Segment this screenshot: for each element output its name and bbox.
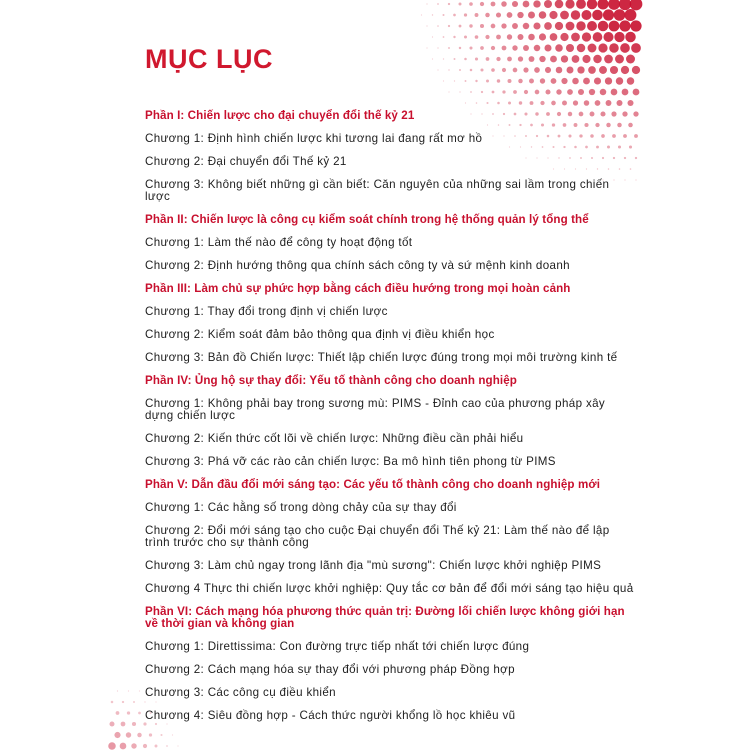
decorative-dot xyxy=(117,690,118,691)
decorative-dot xyxy=(588,66,596,74)
toc-chapter-item: Chương 1: Định hình chiến lược khi tương lai đang rất mơ hồ xyxy=(145,131,483,145)
toc-chapter-item: Chương 2: Kiểm soát đảm bảo thông qua định vị điều khiển học xyxy=(145,327,495,341)
decorative-dot xyxy=(598,43,607,52)
decorative-dot xyxy=(426,25,427,26)
toc-chapter-item: Chương 2: Đổi mới sáng tạo cho cuộc Đại chuyển đổi Thế kỷ 21: Làm thế nào để lập trình trước cho sự thành công xyxy=(145,523,610,549)
decorative-dot xyxy=(437,3,439,5)
decorative-dot xyxy=(437,69,438,70)
decorative-dot xyxy=(567,67,574,74)
decorative-dot xyxy=(501,23,506,28)
toc-part-heading: Phần II: Chiến lược là công cụ kiểm soát chính trong hệ thống quản lý tổng thể xyxy=(145,212,589,226)
toc-chapter-item: Chương 4 Thực thi chiến lược khởi nghiệp: Quy tắc cơ bản để đổi mới sáng tạo hiệu quả xyxy=(145,581,634,595)
decorative-dot xyxy=(448,91,449,92)
decorative-dot xyxy=(555,22,563,30)
decorative-dot xyxy=(464,36,467,39)
decorative-dot xyxy=(454,80,455,81)
decorative-dot xyxy=(616,77,623,84)
decorative-dot xyxy=(480,2,484,6)
decorative-dot xyxy=(459,3,462,6)
decorative-dot xyxy=(518,79,522,83)
decorative-dot xyxy=(469,2,473,6)
decorative-dot xyxy=(491,24,496,29)
decorative-dot xyxy=(459,69,461,71)
decorative-dot xyxy=(593,55,601,63)
decorative-dot xyxy=(524,90,528,94)
decorative-dot xyxy=(172,734,173,735)
decorative-dot xyxy=(421,14,422,15)
decorative-dot xyxy=(475,35,479,39)
decorative-dot xyxy=(133,701,135,703)
decorative-dot xyxy=(556,67,563,74)
decorative-dot xyxy=(502,46,507,51)
toc-chapter-item: Chương 4: Siêu đồng hợp - Cách thức người khổng lồ học khiêu vũ xyxy=(145,708,516,722)
decorative-dot xyxy=(448,3,450,5)
decorative-dot xyxy=(138,712,141,715)
decorative-dot xyxy=(577,44,586,53)
decorative-dot xyxy=(545,67,551,73)
table-of-contents xyxy=(145,104,635,727)
decorative-dot xyxy=(131,743,136,748)
decorative-dot xyxy=(448,47,450,49)
decorative-dot xyxy=(507,12,513,18)
decorative-dot xyxy=(625,32,635,42)
decorative-dot xyxy=(549,11,557,19)
decorative-dot xyxy=(572,78,579,85)
decorative-dot xyxy=(470,91,472,93)
decorative-dot xyxy=(137,733,141,737)
decorative-dot xyxy=(594,77,601,84)
toc-chapter-item: Chương 1: Không phải bay trong sương mù: PIMS - Đỉnh cao của phương pháp xây dựng chiến lược xyxy=(145,396,606,422)
toc-chapter-item: Chương 2: Đại chuyển đổi Thế kỷ 21 xyxy=(145,154,347,168)
decorative-dot xyxy=(111,701,114,704)
toc-chapter-item: Chương 3: Bản đồ Chiến lược: Thiết lập chiến lược đúng trong mọi môi trường kinh tế xyxy=(145,350,618,364)
decorative-dot xyxy=(571,10,580,19)
toc-chapter-item: Chương 1: Làm thế nào để công ty hoạt động tốt xyxy=(145,235,413,249)
decorative-dot xyxy=(475,13,479,17)
decorative-dot xyxy=(513,68,518,73)
decorative-dot xyxy=(551,78,557,84)
decorative-dot xyxy=(582,32,591,41)
decorative-dot xyxy=(122,701,124,703)
decorative-dot xyxy=(619,0,631,10)
decorative-dot xyxy=(518,34,524,40)
decorative-dot xyxy=(155,745,158,748)
decorative-dot xyxy=(604,55,613,64)
decorative-dot xyxy=(512,1,518,7)
decorative-dot xyxy=(535,90,540,95)
toc-part-heading: Phần III: Làm chủ sự phức hợp bằng cách điều hướng trong mọi hoàn cảnh xyxy=(145,281,571,295)
decorative-dot xyxy=(485,13,490,18)
decorative-dot xyxy=(481,91,483,93)
decorative-dot xyxy=(469,46,472,49)
decorative-dot xyxy=(544,22,552,30)
decorative-dot xyxy=(587,0,597,9)
decorative-dot xyxy=(143,744,147,748)
decorative-dot xyxy=(480,46,484,50)
decorative-dot xyxy=(432,36,433,37)
decorative-dot xyxy=(486,80,489,83)
decorative-dot xyxy=(560,33,568,41)
decorative-dot xyxy=(603,9,614,20)
decorative-dot xyxy=(523,1,530,8)
decorative-dot xyxy=(566,22,575,31)
toc-part-heading: Phần VI: Cách mạng hóa phương thức quản trị: Đường lối chiến lược không giới hạn về thời gian và không gian xyxy=(145,604,625,630)
decorative-dot xyxy=(443,80,444,81)
decorative-dot xyxy=(426,3,427,4)
toc-part-heading: Phần V: Dẫn đầu đổi mới sáng tạo: Các yếu tố thành công cho doanh nghiệp mới xyxy=(145,477,601,491)
decorative-dot xyxy=(470,69,473,72)
toc-chapter-item: Chương 2: Kiến thức cốt lõi về chiến lược: Những điều cần phải hiểu xyxy=(145,431,524,445)
decorative-dot xyxy=(116,711,120,715)
decorative-dot xyxy=(630,20,641,31)
toc-chapter-item: Chương 3: Phá vỡ các rào cản chiến lược: Ba mô hình tiên phong từ PIMS xyxy=(145,454,556,468)
decorative-dot xyxy=(534,45,541,52)
decorative-dot xyxy=(611,89,618,96)
decorative-dot xyxy=(126,732,131,737)
toc-chapter-item: Chương 2: Cách mạng hóa sự thay đổi với phương pháp Đồng hợp xyxy=(145,662,515,676)
decorative-dot xyxy=(507,34,512,39)
decorative-dot xyxy=(633,89,640,96)
decorative-dot xyxy=(496,35,501,40)
decorative-dot xyxy=(609,43,619,53)
decorative-dot xyxy=(620,43,630,53)
decorative-dot xyxy=(528,34,535,41)
decorative-dot xyxy=(609,21,620,32)
decorative-dot xyxy=(556,89,561,94)
decorative-dot xyxy=(517,12,523,18)
decorative-dot xyxy=(464,13,467,16)
toc-chapter-item: Chương 2: Định hướng thông qua chính sách công ty và sứ mệnh kinh doanh xyxy=(145,258,570,272)
decorative-dot xyxy=(566,44,574,52)
decorative-dot xyxy=(523,67,528,72)
decorative-dot xyxy=(127,711,130,714)
decorative-dot xyxy=(518,56,523,61)
decorative-dot xyxy=(582,55,590,63)
decorative-dot xyxy=(464,58,467,61)
decorative-dot xyxy=(593,32,603,42)
decorative-dot xyxy=(545,89,550,94)
decorative-dot xyxy=(539,33,546,40)
decorative-dot xyxy=(453,14,456,17)
decorative-dot xyxy=(539,11,547,19)
decorative-dot xyxy=(587,21,597,31)
decorative-dot xyxy=(512,45,517,50)
toc-chapter-item: Chương 1: Thay đổi trong định vị chiến lược xyxy=(145,304,388,318)
decorative-dot xyxy=(426,47,427,48)
decorative-dot xyxy=(529,56,535,62)
decorative-dot xyxy=(432,14,433,15)
decorative-dot xyxy=(453,36,455,38)
toc-part-heading: Phần IV: Ủng hộ sự thay đổi: Yếu tố thành công cho doanh nghiệp xyxy=(145,373,517,387)
decorative-dot xyxy=(627,77,635,85)
decorative-dot xyxy=(555,44,563,52)
decorative-dot xyxy=(578,89,584,95)
decorative-dot xyxy=(561,78,567,84)
decorative-dot xyxy=(565,0,574,9)
decorative-dot xyxy=(166,745,168,747)
decorative-dot xyxy=(497,79,500,82)
decorative-dot xyxy=(523,45,529,51)
decorative-dot xyxy=(114,732,120,738)
decorative-dot xyxy=(626,54,635,63)
decorative-dot xyxy=(631,43,641,53)
decorative-dot xyxy=(572,55,580,63)
decorative-dot xyxy=(625,9,637,21)
toc-chapter-item: Chương 1: Direttissima: Con đường trực tiếp nhất tới chiến lược đúng xyxy=(145,639,530,653)
decorative-dot xyxy=(437,25,439,27)
decorative-dot xyxy=(583,78,590,85)
decorative-dot xyxy=(475,57,478,60)
decorative-dot xyxy=(632,66,640,74)
decorative-dot xyxy=(533,0,540,7)
decorative-dot xyxy=(599,66,607,74)
toc-chapter-item: Chương 3: Không biết những gì cần biết: Căn nguyên của những sai lầm trong chiến lược xyxy=(145,177,610,203)
decorative-dot xyxy=(480,68,483,71)
decorative-dot xyxy=(555,0,564,8)
decorative-dot xyxy=(459,25,462,28)
decorative-dot xyxy=(533,22,540,29)
decorative-dot xyxy=(544,0,552,8)
decorative-dot xyxy=(615,55,624,64)
decorative-dot xyxy=(160,734,162,736)
decorative-dot xyxy=(550,56,557,63)
decorative-dot xyxy=(605,77,612,84)
decorative-dot xyxy=(491,68,495,72)
decorative-dot xyxy=(592,10,603,21)
decorative-dot xyxy=(459,47,461,49)
decorative-dot xyxy=(501,1,506,6)
decorative-dot xyxy=(523,23,530,30)
decorative-dot xyxy=(540,78,545,83)
decorative-dot xyxy=(539,56,545,62)
decorative-dot xyxy=(492,91,495,94)
decorative-dot xyxy=(491,46,495,50)
decorative-dot xyxy=(508,79,512,83)
decorative-dot xyxy=(121,722,126,727)
decorative-dot xyxy=(448,25,450,27)
decorative-dot xyxy=(600,89,607,96)
decorative-dot xyxy=(635,179,636,180)
page-title: MỤC LỤC xyxy=(145,44,273,74)
decorative-dot xyxy=(529,79,534,84)
decorative-dot xyxy=(614,32,624,42)
decorative-dot xyxy=(454,58,456,60)
decorative-dot xyxy=(576,21,585,30)
decorative-dot xyxy=(561,55,568,62)
decorative-dot xyxy=(608,0,620,10)
toc-chapter-item: Chương 1: Các hằng số trong dòng chảy của sự thay đổi xyxy=(145,500,457,514)
decorative-dot xyxy=(139,690,140,691)
decorative-dot xyxy=(576,0,586,9)
decorative-dot xyxy=(589,89,595,95)
decorative-dot xyxy=(177,745,178,746)
decorative-dot xyxy=(132,722,136,726)
decorative-dot xyxy=(512,23,518,29)
decorative-dot xyxy=(550,33,558,41)
decorative-dot xyxy=(507,57,512,62)
decorative-dot xyxy=(571,33,580,42)
decorative-dot xyxy=(108,742,116,750)
decorative-dot xyxy=(622,89,629,96)
decorative-dot xyxy=(544,44,551,51)
decorative-dot xyxy=(588,44,597,53)
toc-part-heading: Phần I: Chiến lược cho đại chuyển đổi thế kỷ 21 xyxy=(145,108,415,122)
decorative-dot xyxy=(621,66,629,74)
decorative-dot xyxy=(502,68,506,72)
decorative-dot xyxy=(502,90,505,93)
decorative-dot xyxy=(567,89,573,95)
decorative-dot xyxy=(486,57,490,61)
decorative-dot xyxy=(443,58,444,59)
decorative-dot xyxy=(598,21,608,31)
decorative-dot xyxy=(128,690,129,691)
decorative-dot xyxy=(635,157,637,159)
decorative-dot xyxy=(496,57,500,61)
decorative-dot xyxy=(475,80,477,82)
decorative-dot xyxy=(603,32,613,42)
decorative-dot xyxy=(469,24,472,27)
toc-chapter-item: Chương 3: Các công cụ điều khiển xyxy=(145,685,336,699)
decorative-dot xyxy=(577,66,584,73)
decorative-dot xyxy=(448,69,449,70)
decorative-dot xyxy=(560,11,569,20)
decorative-dot xyxy=(597,0,608,10)
decorative-dot xyxy=(109,721,114,726)
decorative-dot xyxy=(491,2,496,7)
decorative-dot xyxy=(443,36,445,38)
decorative-dot xyxy=(485,35,489,39)
decorative-dot xyxy=(534,67,540,73)
decorative-dot xyxy=(442,14,444,16)
decorative-dot xyxy=(459,91,460,92)
decorative-dot xyxy=(432,58,433,59)
decorative-dot xyxy=(149,733,152,736)
toc-chapter-item: Chương 3: Làm chủ ngay trong lãnh địa "mù sương": Chiến lược khởi nghiệp PIMS xyxy=(145,558,602,572)
decorative-dot xyxy=(480,24,484,28)
decorative-dot xyxy=(528,12,535,19)
decorative-dot xyxy=(619,20,630,31)
decorative-dot xyxy=(513,90,517,94)
decorative-dot xyxy=(465,80,467,82)
decorative-dot xyxy=(437,47,438,48)
decorative-dot xyxy=(614,9,626,21)
decorative-dot xyxy=(120,743,127,750)
decorative-dot xyxy=(610,66,618,74)
decorative-dot xyxy=(496,12,501,17)
decorative-dot xyxy=(630,0,643,10)
decorative-dot xyxy=(581,10,591,20)
